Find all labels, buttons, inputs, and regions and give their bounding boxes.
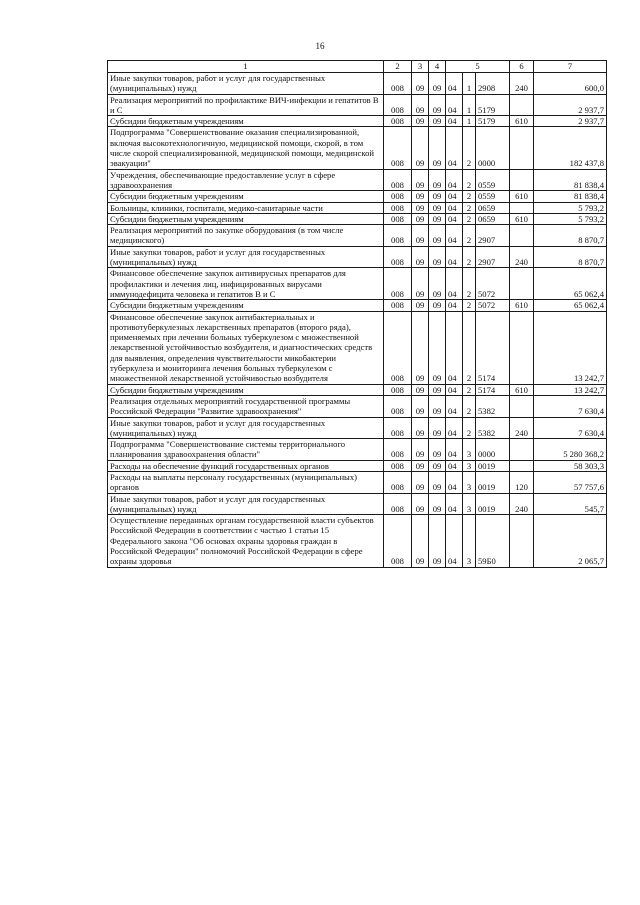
- row-name: Подпрограмма "Совершенствование оказания специализированной, включая высокотехнологичную, медицинской помощи, скорой, в том числе скорой специализированной, медицинской помощи, медицинской эвакуации": [108, 127, 384, 169]
- code-direction: 0019: [476, 493, 510, 515]
- table-row: [108, 268, 607, 300]
- code-program: 04: [446, 213, 463, 224]
- row-name: Субсидии бюджетным учреждениям: [108, 116, 384, 127]
- row-name: Субсидии бюджетным учреждениям: [108, 213, 384, 224]
- code-expense-type: 240: [510, 493, 534, 515]
- amount: 8 870,7: [534, 246, 607, 268]
- code-program: 04: [446, 471, 463, 493]
- code-direction: 5174: [476, 311, 510, 384]
- row-name: Финансовое обеспечение закупок антибактериальных и противотуберкулезных лекарственных препаратов (второго ряда), применяемых при лечении больных туберкулезом с множественной лекарственной устойчивостью возбудителя, и диагностических средств для выявления, определения чувствительности микобактерии туберкулеза и мониторинга лечения больных туберкулезом с множественной лекарственной устойчивостью возбудителя: [108, 311, 384, 384]
- row-name: Иные закупки товаров, работ и услуг для государственных (муниципальных) нужд: [108, 493, 384, 515]
- code-expense-type: 610: [510, 300, 534, 311]
- code-program: 04: [446, 127, 463, 169]
- code-ministry: 008: [384, 417, 412, 439]
- code-subsection: 09: [429, 311, 446, 384]
- code-program: 04: [446, 116, 463, 127]
- code-direction: 2907: [476, 225, 510, 247]
- code-direction: 5179: [476, 116, 510, 127]
- code-subprogram: 3: [463, 471, 476, 493]
- code-ministry: 008: [384, 493, 412, 515]
- table-row: [108, 471, 607, 493]
- page-number: 16: [315, 41, 325, 51]
- code-program: 04: [446, 460, 463, 471]
- code-subsection: 09: [429, 246, 446, 268]
- row-name: Реализация мероприятий по закупке оборудования (в том числе медицинского): [108, 225, 384, 247]
- code-subprogram: 2: [463, 246, 476, 268]
- code-program: 04: [446, 169, 463, 191]
- row-name: Субсидии бюджетным учреждениям: [108, 300, 384, 311]
- code-section: 09: [412, 471, 429, 493]
- code-subsection: 09: [429, 300, 446, 311]
- code-section: 09: [412, 439, 429, 461]
- row-name: Расходы на обеспечение функций государственных органов: [108, 460, 384, 471]
- code-subprogram: 2: [463, 127, 476, 169]
- code-section: 09: [412, 246, 429, 268]
- code-expense-type: [510, 311, 534, 384]
- table-row: [108, 311, 607, 384]
- amount: 2 937,7: [534, 94, 607, 116]
- code-subsection: 09: [429, 169, 446, 191]
- code-ministry: 008: [384, 439, 412, 461]
- code-ministry: 008: [384, 395, 412, 417]
- code-direction: 59Б0: [476, 515, 510, 567]
- code-expense-type: 610: [510, 116, 534, 127]
- code-direction: 2907: [476, 246, 510, 268]
- code-section: 09: [412, 225, 429, 247]
- code-section: 09: [412, 384, 429, 395]
- code-subprogram: 1: [463, 94, 476, 116]
- code-direction: 0559: [476, 169, 510, 191]
- code-section: 09: [412, 311, 429, 384]
- amount: 7 630,4: [534, 417, 607, 439]
- code-ministry: 008: [384, 460, 412, 471]
- code-subsection: 09: [429, 202, 446, 213]
- table-row: [108, 116, 607, 127]
- code-expense-type: [510, 94, 534, 116]
- table-row: [108, 460, 607, 471]
- row-name: Иные закупки товаров, работ и услуг для государственных (муниципальных) нужд: [108, 246, 384, 268]
- code-ministry: 008: [384, 202, 412, 213]
- code-ministry: 008: [384, 225, 412, 247]
- code-expense-type: [510, 395, 534, 417]
- code-subsection: 09: [429, 439, 446, 461]
- code-section: 09: [412, 268, 429, 300]
- code-expense-type: 610: [510, 191, 534, 202]
- code-expense-type: 610: [510, 213, 534, 224]
- code-expense-type: [510, 169, 534, 191]
- code-direction: 5382: [476, 395, 510, 417]
- code-subprogram: 2: [463, 395, 476, 417]
- code-subsection: 09: [429, 94, 446, 116]
- code-program: 04: [446, 73, 463, 95]
- budget-table: [107, 60, 607, 568]
- code-subprogram: 3: [463, 515, 476, 567]
- code-program: 04: [446, 191, 463, 202]
- code-section: 09: [412, 94, 429, 116]
- code-direction: 0000: [476, 439, 510, 461]
- table-row: [108, 246, 607, 268]
- table-row: [108, 213, 607, 224]
- code-subsection: 09: [429, 213, 446, 224]
- code-section: 09: [412, 395, 429, 417]
- code-program: 04: [446, 439, 463, 461]
- code-expense-type: [510, 439, 534, 461]
- code-section: 09: [412, 493, 429, 515]
- code-direction: 0659: [476, 213, 510, 224]
- code-direction: 5179: [476, 94, 510, 116]
- table-row: [108, 225, 607, 247]
- table-row: [108, 73, 607, 95]
- header-col-5: 5: [446, 61, 510, 73]
- table-row: [108, 191, 607, 202]
- amount: 8 870,7: [534, 225, 607, 247]
- code-subsection: 09: [429, 73, 446, 95]
- code-direction: 2908: [476, 73, 510, 95]
- code-ministry: 008: [384, 246, 412, 268]
- amount: 13 242,7: [534, 384, 607, 395]
- table-row: [108, 439, 607, 461]
- row-name: Больницы, клиники, госпитали, медико-санитарные части: [108, 202, 384, 213]
- code-subsection: 09: [429, 191, 446, 202]
- amount: 600,0: [534, 73, 607, 95]
- code-ministry: 008: [384, 127, 412, 169]
- code-ministry: 008: [384, 94, 412, 116]
- code-subsection: 09: [429, 116, 446, 127]
- code-program: 04: [446, 268, 463, 300]
- header-col-6: 6: [510, 61, 534, 73]
- amount: 57 757,6: [534, 471, 607, 493]
- code-program: 04: [446, 300, 463, 311]
- code-subsection: 09: [429, 225, 446, 247]
- code-expense-type: [510, 515, 534, 567]
- code-subprogram: 2: [463, 384, 476, 395]
- code-subprogram: 2: [463, 213, 476, 224]
- code-subprogram: 2: [463, 311, 476, 384]
- code-ministry: 008: [384, 268, 412, 300]
- code-expense-type: 240: [510, 73, 534, 95]
- code-direction: 5382: [476, 417, 510, 439]
- amount: 81 838,4: [534, 169, 607, 191]
- amount: 5 280 368,2: [534, 439, 607, 461]
- code-subsection: 09: [429, 127, 446, 169]
- code-section: 09: [412, 213, 429, 224]
- code-ministry: 008: [384, 116, 412, 127]
- code-program: 04: [446, 384, 463, 395]
- code-section: 09: [412, 417, 429, 439]
- code-subprogram: 2: [463, 417, 476, 439]
- code-program: 04: [446, 246, 463, 268]
- code-program: 04: [446, 202, 463, 213]
- table-row: [108, 395, 607, 417]
- code-direction: 5072: [476, 300, 510, 311]
- amount: 65 062,4: [534, 300, 607, 311]
- code-subsection: 09: [429, 460, 446, 471]
- code-subsection: 09: [429, 417, 446, 439]
- code-subsection: 09: [429, 471, 446, 493]
- header-row: [108, 61, 607, 73]
- amount: 2 937,7: [534, 116, 607, 127]
- code-ministry: 008: [384, 169, 412, 191]
- code-expense-type: [510, 202, 534, 213]
- code-expense-type: 120: [510, 471, 534, 493]
- header-col-1: 1: [108, 61, 384, 73]
- code-section: 09: [412, 73, 429, 95]
- code-expense-type: [510, 225, 534, 247]
- table-row: [108, 384, 607, 395]
- code-program: 04: [446, 311, 463, 384]
- table-row: [108, 493, 607, 515]
- code-subsection: 09: [429, 384, 446, 395]
- code-ministry: 008: [384, 515, 412, 567]
- code-expense-type: 240: [510, 417, 534, 439]
- code-section: 09: [412, 191, 429, 202]
- row-name: Расходы на выплаты персоналу государственных (муниципальных) органов: [108, 471, 384, 493]
- code-ministry: 008: [384, 471, 412, 493]
- code-section: 09: [412, 202, 429, 213]
- code-program: 04: [446, 515, 463, 567]
- code-ministry: 008: [384, 73, 412, 95]
- row-name: Субсидии бюджетным учреждениям: [108, 191, 384, 202]
- code-subprogram: 1: [463, 73, 476, 95]
- code-expense-type: [510, 127, 534, 169]
- code-section: 09: [412, 460, 429, 471]
- code-program: 04: [446, 417, 463, 439]
- row-name: Иные закупки товаров, работ и услуг для государственных (муниципальных) нужд: [108, 73, 384, 95]
- code-subprogram: 2: [463, 169, 476, 191]
- code-direction: 0559: [476, 191, 510, 202]
- row-name: Субсидии бюджетным учреждениям: [108, 384, 384, 395]
- code-section: 09: [412, 169, 429, 191]
- table-row: [108, 515, 607, 567]
- code-expense-type: [510, 268, 534, 300]
- code-section: 09: [412, 116, 429, 127]
- code-subprogram: 2: [463, 268, 476, 300]
- code-ministry: 008: [384, 311, 412, 384]
- code-direction: 5174: [476, 384, 510, 395]
- code-program: 04: [446, 395, 463, 417]
- code-subprogram: 2: [463, 300, 476, 311]
- code-subsection: 09: [429, 493, 446, 515]
- code-direction: 0000: [476, 127, 510, 169]
- table-row: [108, 300, 607, 311]
- code-subprogram: 2: [463, 202, 476, 213]
- header-col-4: 4: [429, 61, 446, 73]
- code-program: 04: [446, 94, 463, 116]
- row-name: Реализация мероприятий по профилактике ВИЧ-инфекции и гепатитов В и С: [108, 94, 384, 116]
- code-direction: 0659: [476, 202, 510, 213]
- code-direction: 5072: [476, 268, 510, 300]
- row-name: Финансовое обеспечение закупок антивирусных препаратов для профилактики и лечения лиц, инфицированных вирусами иммунодефицита человека и гепатитов В и С: [108, 268, 384, 300]
- code-section: 09: [412, 515, 429, 567]
- code-expense-type: 240: [510, 246, 534, 268]
- amount: 13 242,7: [534, 311, 607, 384]
- amount: 2 065,7: [534, 515, 607, 567]
- code-ministry: 008: [384, 300, 412, 311]
- code-section: 09: [412, 127, 429, 169]
- code-program: 04: [446, 225, 463, 247]
- amount: 81 838,4: [534, 191, 607, 202]
- amount: 5 793,2: [534, 202, 607, 213]
- amount: 7 630,4: [534, 395, 607, 417]
- amount: 545,7: [534, 493, 607, 515]
- table-row: [108, 202, 607, 213]
- code-subprogram: 2: [463, 225, 476, 247]
- amount: 182 437,8: [534, 127, 607, 169]
- code-program: 04: [446, 493, 463, 515]
- code-subprogram: 2: [463, 191, 476, 202]
- code-ministry: 008: [384, 213, 412, 224]
- code-direction: 0019: [476, 471, 510, 493]
- code-ministry: 008: [384, 191, 412, 202]
- code-direction: 0019: [476, 460, 510, 471]
- code-section: 09: [412, 300, 429, 311]
- table-row: [108, 169, 607, 191]
- code-subprogram: 3: [463, 493, 476, 515]
- row-name: Подпрограмма "Совершенствование системы территориального планирования здравоохранения области": [108, 439, 384, 461]
- table-row: [108, 94, 607, 116]
- code-ministry: 008: [384, 384, 412, 395]
- amount: 5 793,2: [534, 213, 607, 224]
- header-col-3: 3: [412, 61, 429, 73]
- table-row: [108, 417, 607, 439]
- row-name: Иные закупки товаров, работ и услуг для государственных (муниципальных) нужд: [108, 417, 384, 439]
- row-name: Учреждения, обеспечивающие предоставление услуг в сфере здравоохранения: [108, 169, 384, 191]
- header-col-7: 7: [534, 61, 607, 73]
- code-expense-type: 610: [510, 384, 534, 395]
- amount: 65 062,4: [534, 268, 607, 300]
- code-subprogram: 1: [463, 116, 476, 127]
- code-subsection: 09: [429, 515, 446, 567]
- row-name: Осуществление переданных органам государственной власти субъектов Российской Федерации в соответствии с частью 1 статьи 15 Федерального закона "Об основах охраны здоровья граждан в Российской Федерации" полномочий Российской Федерации в сфере охраны здоровья: [108, 515, 384, 567]
- table-row: [108, 127, 607, 169]
- code-subsection: 09: [429, 268, 446, 300]
- code-subsection: 09: [429, 395, 446, 417]
- header-col-2: 2: [384, 61, 412, 73]
- code-subprogram: 3: [463, 460, 476, 471]
- amount: 58 303,3: [534, 460, 607, 471]
- code-expense-type: [510, 460, 534, 471]
- code-subprogram: 3: [463, 439, 476, 461]
- row-name: Реализация отдельных мероприятий государственной программы Российской Федерации "Развитие здравоохранения": [108, 395, 384, 417]
